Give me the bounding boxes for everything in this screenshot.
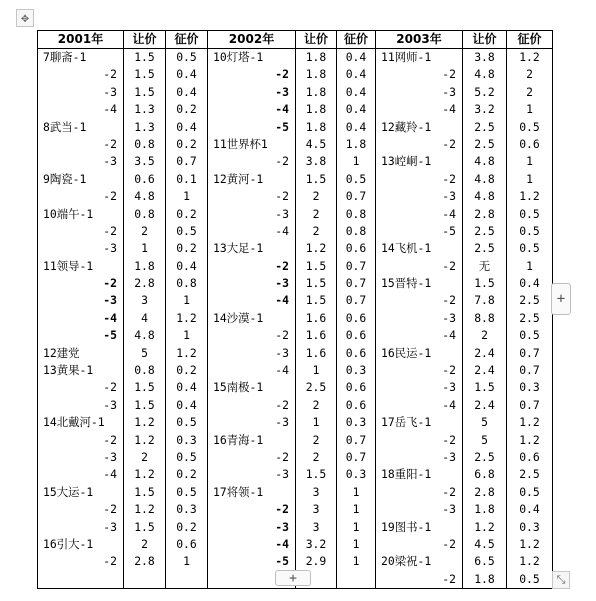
zhengjia-value: 0.2 xyxy=(176,363,197,378)
header-zhengjia-2001: 征价 xyxy=(166,31,208,49)
zhengjia-value: 0.5 xyxy=(519,223,540,238)
zhengjia-value: 0.2 xyxy=(176,136,197,151)
zhengjia-value: 0.5 xyxy=(519,484,540,499)
rangjia-value: 2.8 xyxy=(134,276,155,291)
rangjia-value: 1.8 xyxy=(305,67,327,82)
stamp-name: -3 xyxy=(442,310,456,325)
stamp-name: -2 xyxy=(275,397,289,412)
stamp-name: -2 xyxy=(103,67,117,82)
rangjia-value: 5 xyxy=(141,345,148,360)
rangjia-value: 3 xyxy=(312,502,320,517)
rangjia-value: 2 xyxy=(141,449,148,464)
stamp-name: -2 xyxy=(103,554,117,569)
rangjia-value: 2.5 xyxy=(474,136,495,151)
zhengjia-value: 1 xyxy=(526,102,533,117)
zhengjia-value: 1.8 xyxy=(345,136,367,151)
stamp-name: -4 xyxy=(275,102,289,117)
stamp-name: 17将领-1 xyxy=(213,484,264,499)
rangjia-value: 1.5 xyxy=(134,519,155,534)
rangjia-value: 1.8 xyxy=(305,119,327,134)
rangjia-value: 5 xyxy=(481,415,488,430)
header-rangjia-2002: 让价 xyxy=(296,31,337,49)
rangjia-value: 1.2 xyxy=(134,415,155,430)
header-zhengjia-2003: 征价 xyxy=(507,31,553,49)
add-row-button[interactable]: + xyxy=(275,570,311,586)
zhengjia-value: 0.6 xyxy=(345,310,367,325)
stamp-name: -2 xyxy=(442,67,456,82)
stamp-name: -3 xyxy=(103,84,117,99)
stamp-name: -2 xyxy=(442,363,456,378)
col-2002-zhengjia[interactable] xyxy=(337,49,376,589)
rangjia-value: 1.6 xyxy=(305,345,327,360)
stamp-name: 13大足-1 xyxy=(213,241,264,256)
zhengjia-value: 0.7 xyxy=(176,154,197,169)
rangjia-value: 2 xyxy=(312,223,320,238)
stamp-name: -4 xyxy=(442,206,456,221)
zhengjia-value: 2.5 xyxy=(519,293,540,308)
zhengjia-value: 0.5 xyxy=(519,571,540,586)
zhengjia-value: 0.3 xyxy=(519,519,540,534)
zhengjia-value: 1 xyxy=(352,519,360,534)
stamp-name: -4 xyxy=(275,293,289,308)
body-row xyxy=(38,49,553,589)
zhengjia-value: 0.6 xyxy=(519,449,540,464)
rangjia-value: 1 xyxy=(312,363,320,378)
rangjia-value: 2.4 xyxy=(474,397,495,412)
stamp-name: 12建党 xyxy=(43,345,80,360)
rangjia-value: 1.2 xyxy=(474,519,495,534)
rangjia-value: 2 xyxy=(141,536,148,551)
rangjia-value: 3.2 xyxy=(474,102,495,117)
stamp-name: -5 xyxy=(275,554,289,569)
stamp-name: -4 xyxy=(103,467,117,482)
zhengjia-value: 0.2 xyxy=(176,206,197,221)
rangjia-value: 1.5 xyxy=(305,467,327,482)
rangjia-value: 1.5 xyxy=(134,397,155,412)
zhengjia-value: 0.7 xyxy=(519,363,540,378)
rangjia-value: 3 xyxy=(312,484,320,499)
table-move-icon[interactable]: ✥ xyxy=(16,9,34,27)
col-2003-zhengjia[interactable] xyxy=(507,49,553,589)
stamp-name: -3 xyxy=(103,241,117,256)
stamp-name: 15晋特-1 xyxy=(381,276,432,291)
rangjia-value: 2.5 xyxy=(474,223,495,238)
col-2003-rangjia[interactable] xyxy=(463,49,507,589)
stamp-name: -2 xyxy=(442,171,456,186)
rangjia-value: 4.8 xyxy=(474,171,495,186)
stamp-name: -3 xyxy=(442,84,456,99)
rangjia-value: 2 xyxy=(312,189,320,204)
zhengjia-value: 1 xyxy=(526,154,533,169)
stamp-name: -3 xyxy=(103,154,117,169)
stamp-name: 16引大-1 xyxy=(43,536,94,551)
zhengjia-value: 1 xyxy=(352,554,360,569)
stamp-name: 14沙漠-1 xyxy=(213,310,264,325)
price-table xyxy=(37,30,553,589)
stamp-name: 9陶瓷-1 xyxy=(43,171,87,186)
rangjia-value: 0.6 xyxy=(134,171,155,186)
stamp-name: -2 xyxy=(103,432,117,447)
header-year-2003: 2003年 xyxy=(376,31,463,49)
zhengjia-value: 0.5 xyxy=(345,171,367,186)
stamp-name: -3 xyxy=(103,449,117,464)
stamp-name: 13黄果-1 xyxy=(43,363,94,378)
zhengjia-value: 0.3 xyxy=(176,432,197,447)
stamp-name: -2 xyxy=(275,189,289,204)
zhengjia-value: 0.3 xyxy=(176,502,197,517)
stamp-name: -2 xyxy=(103,189,117,204)
rangjia-value: 2.5 xyxy=(305,380,327,395)
zhengjia-value: 0.7 xyxy=(345,293,367,308)
stamp-name: -3 xyxy=(442,380,456,395)
rangjia-value: 1 xyxy=(312,415,320,430)
stamp-name: -2 xyxy=(103,136,117,151)
stamp-name: -2 xyxy=(275,502,289,517)
stamp-name: 11网师-1 xyxy=(381,50,432,64)
zhengjia-value: 0.5 xyxy=(519,206,540,221)
stamp-name: -2 xyxy=(442,293,456,308)
rangjia-value: 1.5 xyxy=(134,50,155,64)
rangjia-value: 2 xyxy=(312,449,320,464)
rangjia-value: 1.5 xyxy=(134,484,155,499)
stamp-name: -5 xyxy=(275,119,289,134)
rangjia-value: 1.6 xyxy=(305,310,327,325)
zhengjia-value: 1 xyxy=(183,554,190,569)
rangjia-value: 1.5 xyxy=(474,276,495,291)
rangjia-value: 2.5 xyxy=(474,241,495,256)
zhengjia-value: 0.4 xyxy=(345,84,367,99)
stamp-name: -3 xyxy=(442,189,456,204)
rangjia-value: 4.5 xyxy=(305,136,327,151)
zhengjia-value: 1.2 xyxy=(176,310,197,325)
rangjia-value: 1.5 xyxy=(305,171,327,186)
zhengjia-value: 0.3 xyxy=(519,380,540,395)
stamp-name: -2 xyxy=(442,136,456,151)
stamp-name: -3 xyxy=(103,397,117,412)
zhengjia-value: 1.2 xyxy=(519,50,540,64)
rangjia-value: 1.3 xyxy=(134,102,155,117)
stamp-name: -2 xyxy=(275,328,289,343)
zhengjia-value: 0.2 xyxy=(176,241,197,256)
stamp-name: -2 xyxy=(442,258,456,273)
zhengjia-value: 0.4 xyxy=(345,119,367,134)
col-2002-name[interactable] xyxy=(208,49,296,589)
zhengjia-value: 1 xyxy=(526,258,533,273)
rangjia-value: 1.5 xyxy=(134,67,155,82)
stamp-name: -2 xyxy=(442,536,456,551)
stamp-name: -2 xyxy=(103,502,117,517)
stamp-name: -2 xyxy=(442,432,456,447)
stamp-name: 8武当-1 xyxy=(43,119,87,134)
header-zhengjia-2002: 征价 xyxy=(337,31,376,49)
zhengjia-value: 0.5 xyxy=(176,415,197,430)
zhengjia-value: 0.7 xyxy=(345,258,367,273)
rangjia-value: 1.5 xyxy=(134,380,155,395)
rangjia-value: 2 xyxy=(312,397,320,412)
zhengjia-value: 0.7 xyxy=(345,276,367,291)
table-resize-icon[interactable]: ⤡ xyxy=(552,571,570,589)
zhengjia-value: 0.2 xyxy=(176,102,197,117)
stamp-name: -3 xyxy=(442,502,456,517)
zhengjia-value: 0.6 xyxy=(345,345,367,360)
rangjia-value: 4.8 xyxy=(474,154,495,169)
zhengjia-value: 0.7 xyxy=(345,189,367,204)
stamp-name: -2 xyxy=(442,571,456,586)
col-2001-zhengjia[interactable] xyxy=(166,49,208,589)
stamp-name: 11领导-1 xyxy=(43,258,94,273)
rangjia-value: 1.2 xyxy=(134,467,155,482)
rangjia-value: 2 xyxy=(312,206,320,221)
zhengjia-value: 1 xyxy=(352,154,360,169)
zhengjia-value: 0.4 xyxy=(176,67,197,82)
rangjia-value: 1.8 xyxy=(474,502,495,517)
rangjia-value: 0.8 xyxy=(134,136,155,151)
stamp-name: -5 xyxy=(103,328,117,343)
rangjia-value: 1.5 xyxy=(474,380,495,395)
zhengjia-value: 0.3 xyxy=(345,415,367,430)
zhengjia-value: 1.2 xyxy=(519,536,540,551)
zhengjia-value: 0.4 xyxy=(345,67,367,82)
rangjia-value: 2 xyxy=(481,328,488,343)
stamp-name: -4 xyxy=(275,363,289,378)
col-2001-name[interactable] xyxy=(38,49,124,589)
zhengjia-value: 1 xyxy=(183,293,190,308)
zhengjia-value: 0.4 xyxy=(176,397,197,412)
rangjia-value: 2.4 xyxy=(474,345,495,360)
zhengjia-value: 0.4 xyxy=(345,50,367,64)
stamp-name: -4 xyxy=(442,397,456,412)
rangjia-value: 1.8 xyxy=(134,258,155,273)
rangjia-value: 1 xyxy=(141,241,148,256)
zhengjia-value: 2 xyxy=(526,84,533,99)
stamp-name: -4 xyxy=(442,328,456,343)
zhengjia-value: 0.8 xyxy=(345,223,367,238)
zhengjia-value: 0.4 xyxy=(176,84,197,99)
zhengjia-value: 0.5 xyxy=(519,119,540,134)
stamp-name: 15大运-1 xyxy=(43,484,94,499)
zhengjia-value: 0.4 xyxy=(176,380,197,395)
zhengjia-value: 0.5 xyxy=(176,50,197,64)
zhengjia-value: 1 xyxy=(352,536,360,551)
rangjia-value: 1.8 xyxy=(474,571,495,586)
zhengjia-value: 1.2 xyxy=(519,189,540,204)
zhengjia-value: 0.6 xyxy=(519,136,540,151)
zhengjia-value: 0.4 xyxy=(176,258,197,273)
stamp-name: 12藏羚-1 xyxy=(381,119,432,134)
stamp-name: -3 xyxy=(275,467,289,482)
stamp-name: -4 xyxy=(275,223,289,238)
rangjia-value: 1.5 xyxy=(305,276,327,291)
rangjia-value: 3.8 xyxy=(474,50,495,64)
zhengjia-value: 0.8 xyxy=(345,206,367,221)
header-rangjia-2003: 让价 xyxy=(463,31,507,49)
zhengjia-value: 1 xyxy=(183,189,190,204)
stamp-name: -2 xyxy=(275,154,289,169)
header-row xyxy=(38,31,553,49)
rangjia-value: 1.2 xyxy=(305,241,327,256)
stamp-name: -3 xyxy=(275,415,289,430)
zhengjia-value: 2 xyxy=(526,67,533,82)
rangjia-value: 1.5 xyxy=(305,293,327,308)
rangjia-value: 4.8 xyxy=(474,67,495,82)
zhengjia-value: 0.5 xyxy=(176,484,197,499)
zhengjia-value: 0.7 xyxy=(519,397,540,412)
col-2001-rangjia[interactable] xyxy=(124,49,166,589)
rangjia-value: 8.8 xyxy=(474,310,495,325)
stamp-name: 16青海-1 xyxy=(213,432,264,447)
stamp-name: -5 xyxy=(442,223,456,238)
stamp-name: -2 xyxy=(103,380,117,395)
rangjia-value: 1.8 xyxy=(305,50,327,64)
col-2003-name[interactable] xyxy=(376,49,463,589)
rangjia-value: 3 xyxy=(312,519,320,534)
rangjia-value: 2.8 xyxy=(474,206,495,221)
stamp-name: -4 xyxy=(275,536,289,551)
stamp-name: -2 xyxy=(275,258,289,273)
header-year-2001: 2001年 xyxy=(38,31,124,49)
rangjia-value: 4.5 xyxy=(474,536,495,551)
stamp-name: 10端午-1 xyxy=(43,206,94,221)
zhengjia-value: 1 xyxy=(352,502,360,517)
stamp-name: 7聊斋-1 xyxy=(43,50,87,64)
zhengjia-value: 0.4 xyxy=(519,502,540,517)
stamp-name: 14北戴河-1 xyxy=(43,415,105,430)
zhengjia-value: 0.4 xyxy=(176,119,197,134)
rangjia-value: 1.8 xyxy=(305,84,327,99)
rangjia-value: 2.8 xyxy=(134,554,155,569)
zhengjia-value: 0.5 xyxy=(176,223,197,238)
col-2002-rangjia[interactable] xyxy=(296,49,337,589)
zhengjia-value: 0.7 xyxy=(345,432,367,447)
stamp-name: 20梁祝-1 xyxy=(381,554,432,569)
rangjia-value: 3.5 xyxy=(134,154,155,169)
rangjia-value: 2.5 xyxy=(474,449,495,464)
rangjia-value: 2.8 xyxy=(474,484,495,499)
stamp-name: 12黄河-1 xyxy=(213,171,264,186)
stamp-name: -3 xyxy=(103,293,117,308)
rangjia-value: 无 xyxy=(478,258,491,273)
stamp-name: -3 xyxy=(442,449,456,464)
zhengjia-value: 1.2 xyxy=(519,432,540,447)
zhengjia-value: 0.2 xyxy=(176,519,197,534)
rangjia-value: 2.9 xyxy=(305,554,327,569)
zhengjia-value: 0.5 xyxy=(519,241,540,256)
stamp-name: 18重阳-1 xyxy=(381,467,432,482)
header-rangjia-2001: 让价 xyxy=(124,31,166,49)
rangjia-value: 6.5 xyxy=(474,554,495,569)
zhengjia-value: 0.6 xyxy=(176,536,197,551)
zhengjia-value: 1 xyxy=(352,484,360,499)
stamp-name: -3 xyxy=(103,519,117,534)
stamp-name: -2 xyxy=(275,449,289,464)
rangjia-value: 5 xyxy=(481,432,488,447)
zhengjia-value: 0.4 xyxy=(345,102,367,117)
rangjia-value: 2 xyxy=(312,432,320,447)
stamp-name: -4 xyxy=(103,310,117,325)
rangjia-value: 1.8 xyxy=(305,102,327,117)
rangjia-value: 0.8 xyxy=(134,363,155,378)
zhengjia-value: 0.3 xyxy=(345,363,367,378)
stamp-name: -3 xyxy=(275,276,289,291)
rangjia-value: 1.5 xyxy=(305,258,327,273)
rangjia-value: 4.8 xyxy=(474,189,495,204)
stamp-name: -3 xyxy=(275,206,289,221)
rangjia-value: 1.6 xyxy=(305,328,327,343)
rangjia-value: 2 xyxy=(141,223,148,238)
stamp-name: 17岳飞-1 xyxy=(381,415,432,430)
stamp-name: -4 xyxy=(442,102,456,117)
rangjia-value: 3 xyxy=(141,293,148,308)
stamp-name: -2 xyxy=(103,223,117,238)
header-year-2002: 2002年 xyxy=(208,31,296,49)
rangjia-value: 5.2 xyxy=(474,84,495,99)
rangjia-value: 1.5 xyxy=(134,84,155,99)
stamp-name: 19图书-1 xyxy=(381,519,432,534)
zhengjia-value: 0.3 xyxy=(345,467,367,482)
stamp-name: -3 xyxy=(275,84,289,99)
stamp-name: -2 xyxy=(275,67,289,82)
rangjia-value: 1.3 xyxy=(134,119,155,134)
stamp-name: 14飞机-1 xyxy=(381,241,432,256)
rangjia-value: 4.8 xyxy=(134,328,155,343)
zhengjia-value: 0.5 xyxy=(176,449,197,464)
rangjia-value: 7.8 xyxy=(474,293,495,308)
zhengjia-value: 2.5 xyxy=(519,467,540,482)
stamp-name: 16民运-1 xyxy=(381,345,432,360)
zhengjia-value: 1.2 xyxy=(176,345,197,360)
stamp-name: 15南极-1 xyxy=(213,380,264,395)
stamp-name: 13崆峒-1 xyxy=(381,154,432,169)
zhengjia-value: 1.2 xyxy=(519,554,540,569)
zhengjia-value: 0.7 xyxy=(345,449,367,464)
rangjia-value: 3.8 xyxy=(305,154,327,169)
add-column-button[interactable]: + xyxy=(551,283,571,315)
rangjia-value: 1.2 xyxy=(134,502,155,517)
zhengjia-value: 0.8 xyxy=(176,276,197,291)
zhengjia-value: 0.5 xyxy=(519,328,540,343)
zhengjia-value: 0.6 xyxy=(345,397,367,412)
zhengjia-value: 1.2 xyxy=(519,415,540,430)
stamp-name: -2 xyxy=(442,484,456,499)
zhengjia-value: 0.2 xyxy=(176,467,197,482)
rangjia-value: 3.2 xyxy=(305,536,327,551)
rangjia-value: 2.4 xyxy=(474,363,495,378)
stamp-name: -3 xyxy=(275,345,289,360)
zhengjia-value: 0.6 xyxy=(345,380,367,395)
rangjia-value: 0.8 xyxy=(134,206,155,221)
rangjia-value: 2.5 xyxy=(474,119,495,134)
zhengjia-value: 0.4 xyxy=(519,276,540,291)
rangjia-value: 6.8 xyxy=(474,467,495,482)
zhengjia-value: 0.7 xyxy=(519,345,540,360)
stamp-name: -3 xyxy=(275,519,289,534)
stamp-name: -2 xyxy=(103,276,117,291)
zhengjia-value: 2.5 xyxy=(519,310,540,325)
zhengjia-value: 0.6 xyxy=(345,241,367,256)
zhengjia-value: 0.1 xyxy=(176,171,197,186)
stamp-name: 10灯塔-1 xyxy=(213,50,264,64)
rangjia-value: 4 xyxy=(141,310,148,325)
rangjia-value: 4.8 xyxy=(134,189,155,204)
rangjia-value: 1.2 xyxy=(134,432,155,447)
zhengjia-value: 1 xyxy=(526,171,533,186)
zhengjia-value: 1 xyxy=(183,328,190,343)
stamp-name: 11世界杯1 xyxy=(213,136,268,151)
stamp-name: -4 xyxy=(103,102,117,117)
zhengjia-value: 0.6 xyxy=(345,328,367,343)
